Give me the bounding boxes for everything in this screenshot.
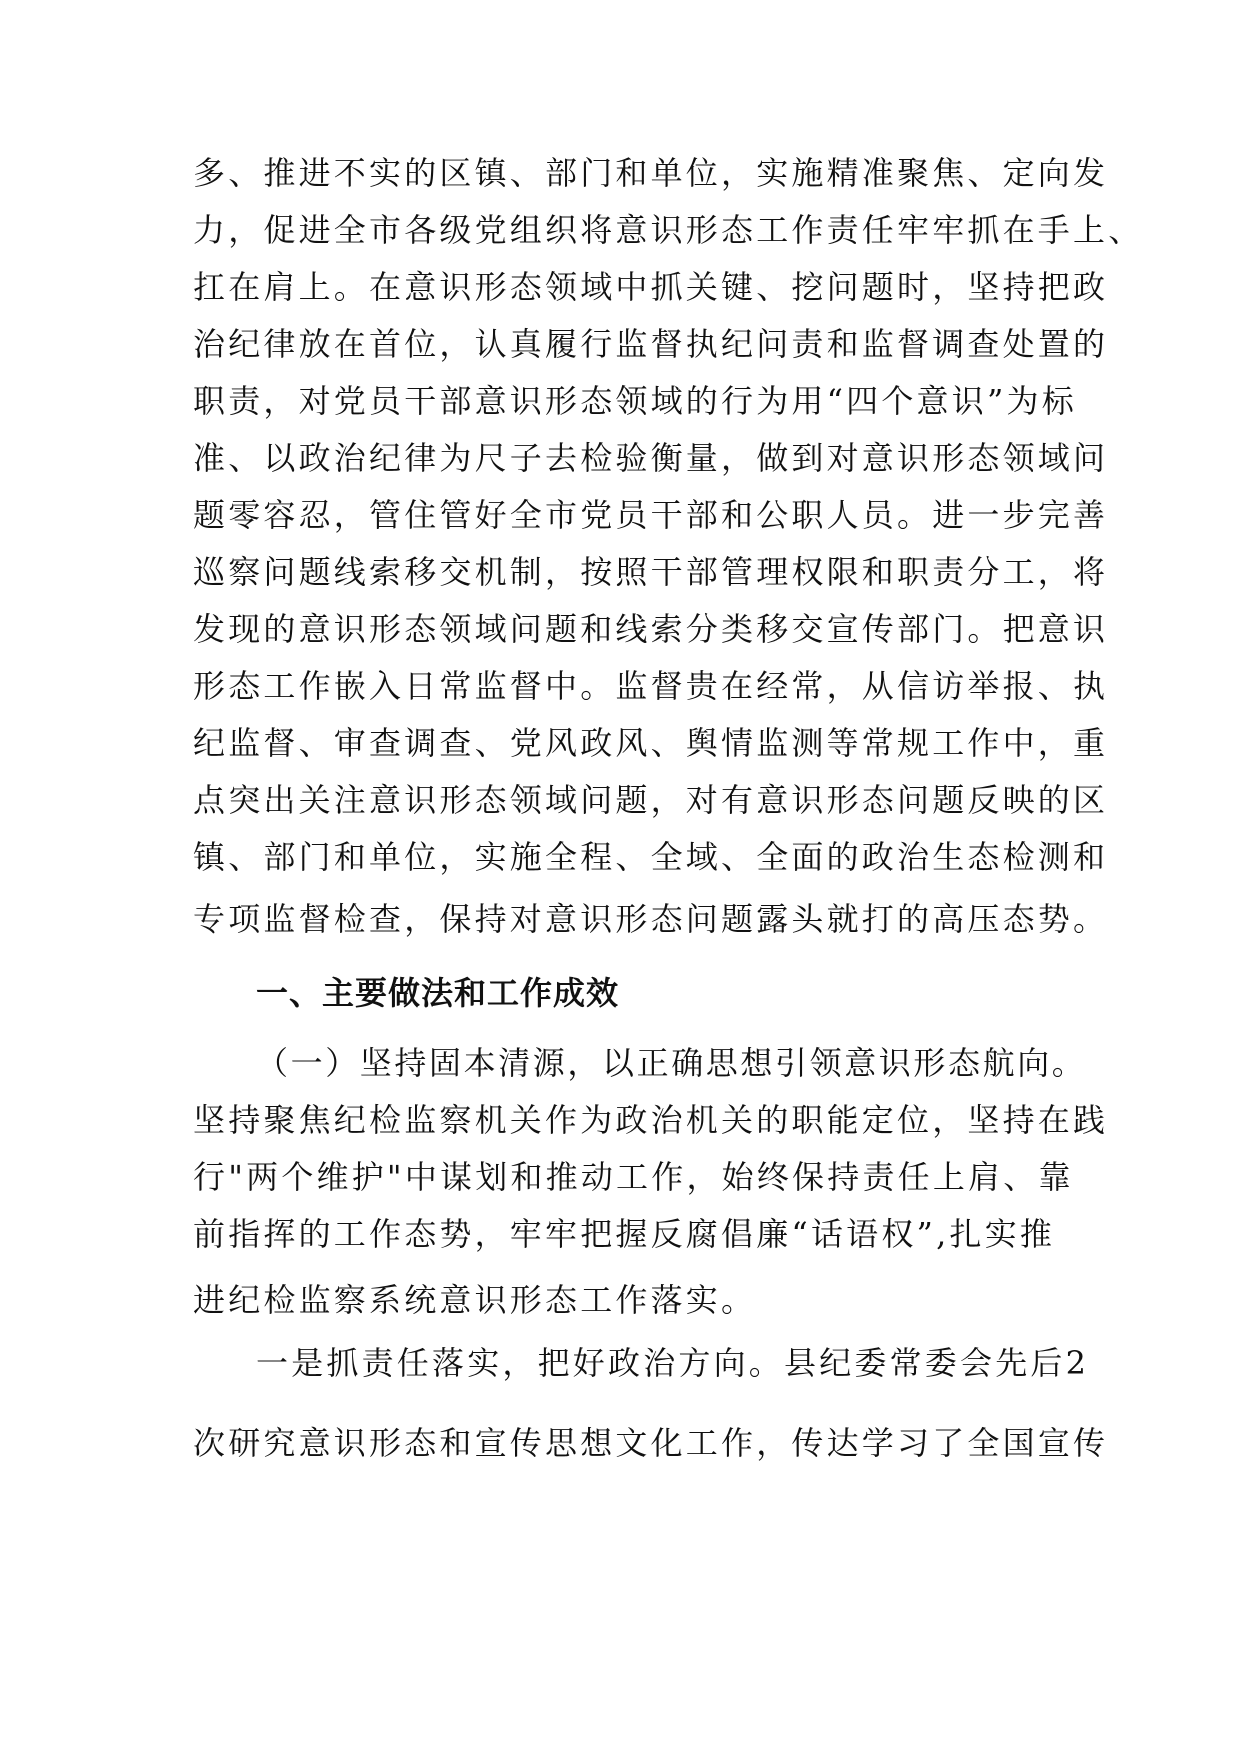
body-text-line: 巡察问题线索移交机制，按照干部管理权限和职责分工，将 [193,553,1109,591]
section-heading: 一、主要做法和工作成效 [256,974,620,1012]
body-text-line: 镇、部门和单位，实施全程、全域、全面的政治生态检测和 [193,838,1109,876]
body-text-line: 治纪律放在首位，认真履行监督执纪问责和监督调查处置的 [193,325,1109,363]
body-text-line: 专项监督检查，保持对意识形态问题露头就打的高压态势。 [193,900,1109,938]
body-text-line: 纪监督、审查调查、党风政风、舆情监测等常规工作中，重 [193,724,1109,762]
body-text-line: 次研究意识形态和宣传思想文化工作，传达学习了全国宣传 [193,1424,1109,1462]
body-text-line: 一是抓责任落实，把好政治方向。县纪委常委会先后2 [256,1344,1090,1382]
body-text-line: 力，促进全市各级党组织将意识形态工作责任牢牢抓在手上、 [193,211,1144,249]
body-text-line: 题零容忍，管住管好全市党员干部和公职人员。进一步完善 [193,496,1109,534]
body-text-line: 扛在肩上。在意识形态领域中抓关键、挖问题时，坚持把政 [193,268,1109,306]
body-text-line: 准、以政治纪律为尺子去检验衡量，做到对意识形态领域问 [193,439,1109,477]
subsection-title: （一）坚持固本清源，以正确思想引领意识形态航向。 [256,1044,1087,1082]
body-text-line: 行"两个维护"中谋划和推动工作，始终保持责任上肩、靠 [193,1158,1074,1196]
body-text-line: 进纪检监察系统意识形态工作落实。 [193,1281,757,1319]
body-text-line: 职责，对党员干部意识形态领域的行为用“四个意识”为标 [193,382,1077,420]
body-text-line: 前指挥的工作态势，牢牢把握反腐倡廉“话语权”,扎实推 [193,1215,1056,1253]
body-text-line: 点突出关注意识形态领域问题，对有意识形态问题反映的区 [193,781,1109,819]
body-text-line: 发现的意识形态领域问题和线索分类移交宣传部门。把意识 [193,610,1109,648]
body-text-line: 形态工作嵌入日常监督中。监督贵在经常，从信访举报、执 [193,667,1109,705]
body-text-line: 多、推进不实的区镇、部门和单位，实施精准聚焦、定向发 [193,154,1109,192]
body-text-line: 坚持聚焦纪检监察机关作为政治机关的职能定位，坚持在践 [193,1101,1109,1139]
